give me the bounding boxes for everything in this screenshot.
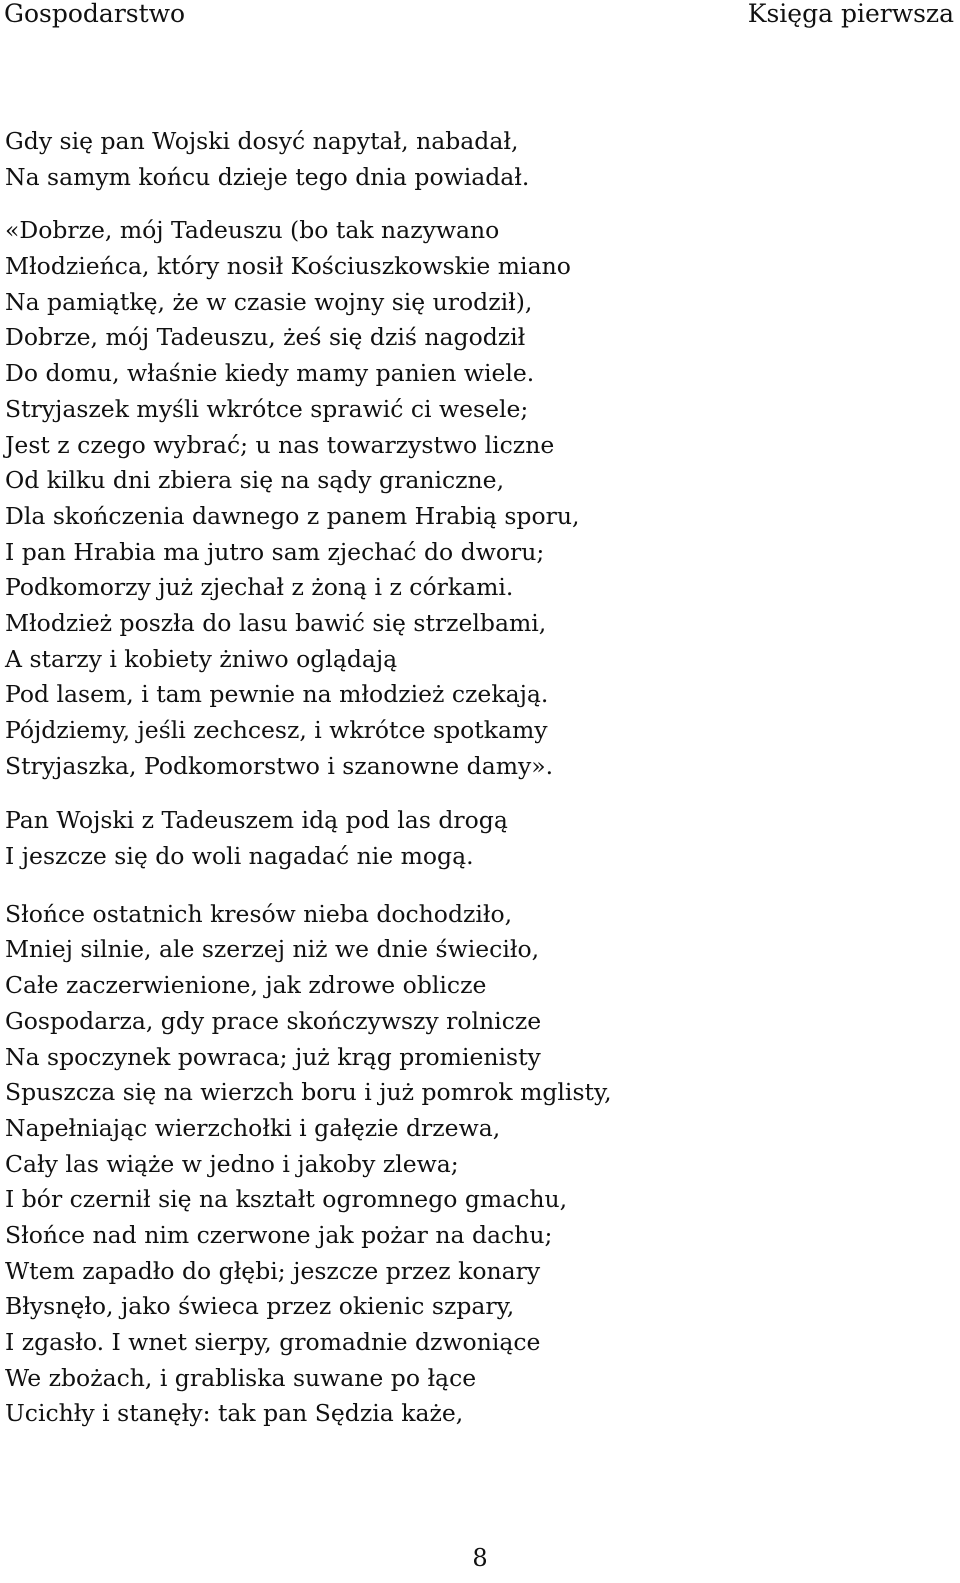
- verse-line: Ucichły i stanęły: tak pan Sędzia każe,: [5, 1399, 464, 1428]
- verse-line: A starzy i kobiety żniwo oglądają: [5, 644, 398, 673]
- verse-line: I jeszcze się do woli nagadać nie mogą.: [5, 842, 474, 871]
- header-book-title: Księga pierwsza: [747, 0, 954, 28]
- verse-line: Całe zaczerwienione, jak zdrowe oblicze: [5, 971, 487, 1000]
- verse-line: Na pamiątkę, że w czasie wojny się urodził),: [5, 287, 533, 316]
- verse-line: Młodzież poszła do lasu bawić się strzelbami,: [5, 608, 547, 637]
- verse-line: Na samym końcu dzieje tego dnia powiadał.: [5, 162, 530, 191]
- poem-text: [5, 124, 945, 1432]
- stanza: [5, 897, 945, 1432]
- verse-line: Jest z czego wybrać; u nas towarzystwo liczne: [5, 430, 555, 459]
- stanza: [5, 124, 945, 195]
- verse-line: Pan Wojski z Tadeuszem idą pod las drogą: [5, 806, 508, 835]
- verse-line: Błysnęło, jako świeca przez okienic szpary,: [5, 1292, 515, 1321]
- verse-line: «Dobrze, mój Tadeuszu (bo tak nazywano: [5, 216, 500, 245]
- running-header: [0, 0, 960, 40]
- verse-line: We zbożach, i grabliska suwane po łące: [5, 1363, 477, 1392]
- verse-line: Stryjaszek myśli wkrótce sprawić ci wesele;: [5, 394, 529, 423]
- verse-line: Gdy się pan Wojski dosyć napytał, nabadał,: [5, 127, 519, 155]
- verse-line: Od kilku dni zbiera się na sądy graniczne,: [5, 466, 505, 495]
- verse-line: Wtem zapadło do głębi; jeszcze przez konary: [5, 1256, 541, 1285]
- verse-line: Młodzieńca, który nosił Kościuszkowskie miano: [5, 252, 571, 281]
- verse-line: Do domu, właśnie kiedy mamy panien wiele.: [5, 359, 535, 388]
- verse-line: Na spoczynek powraca; już krąg promienisty: [5, 1042, 541, 1071]
- verse-line: Napełniając wierzchołki i gałęzie drzewa,: [5, 1113, 501, 1142]
- verse-line: Mniej silnie, ale szerzej niż we dnie świeciło,: [5, 935, 540, 964]
- verse-line: I zgasło. I wnet sierpy, gromadnie dzwoniące: [5, 1328, 541, 1356]
- verse-line: Cały las wiąże w jedno i jakoby zlewa;: [5, 1149, 459, 1178]
- verse-line: I pan Hrabia ma jutro sam zjechać do dworu;: [5, 537, 545, 566]
- verse-line: Dla skończenia dawnego z panem Hrabią sporu,: [5, 501, 580, 530]
- stanza: [5, 803, 945, 874]
- verse-line: Stryjaszka, Podkomorstwo i szanowne damy».: [5, 751, 554, 780]
- verse-line: Gospodarza, gdy prace skończywszy rolnicze: [5, 1006, 542, 1035]
- verse-line: Pod lasem, i tam pewnie na młodzież czekają.: [5, 680, 549, 709]
- verse-line: Dobrze, mój Tadeuszu, żeś się dziś nagodził: [5, 323, 526, 352]
- verse-line: Podkomorzy już zjechał z żoną i z córkami.: [5, 573, 514, 602]
- verse-line: I bór czernił się na kształt ogromnego gmachu,: [5, 1185, 568, 1214]
- stanza: [5, 213, 945, 784]
- verse-line: Pójdziemy, jeśli zechcesz, i wkrótce spotkamy: [5, 716, 548, 744]
- page-number: 8: [472, 1544, 488, 1572]
- header-section-title: Gospodarstwo: [4, 0, 186, 28]
- verse-line: Spuszcza się na wierzch boru i już pomrok mglisty,: [5, 1078, 612, 1107]
- verse-line: Słońce ostatnich kresów nieba dochodziło,: [5, 899, 513, 928]
- verse-line: Słońce nad nim czerwone jak pożar na dachu;: [5, 1220, 553, 1249]
